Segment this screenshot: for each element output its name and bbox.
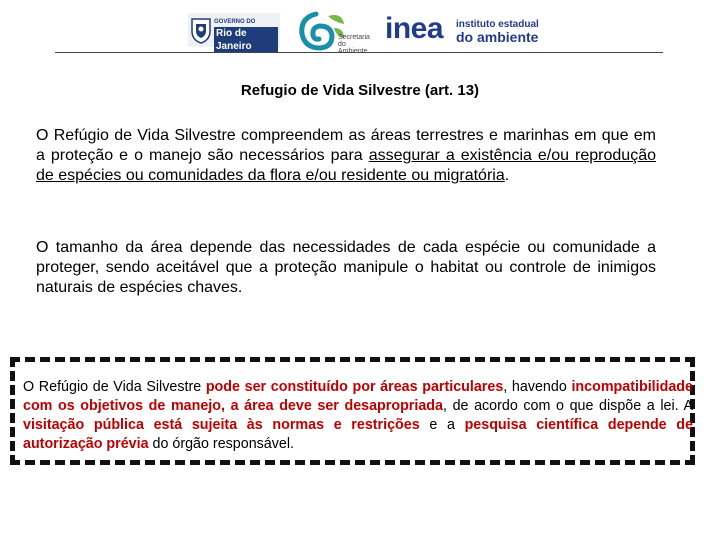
box-red-4: pesquisa científica depende de autorização prévia xyxy=(23,417,693,452)
secretaria-line1: Secretaria xyxy=(338,34,370,41)
box-text-4: e a xyxy=(419,417,465,433)
paragraph-definition xyxy=(36,126,656,186)
governo-rj-logo xyxy=(188,13,280,52)
paragraph1-end: . xyxy=(504,167,510,184)
header xyxy=(0,6,720,52)
highlight-box xyxy=(10,357,695,465)
inea-subtitle-1: instituto estadual xyxy=(456,19,539,30)
page-title: Refugio de Vida Silvestre (art. 13) xyxy=(240,82,480,99)
rj-logo-name: Rio de Janeiro xyxy=(214,27,278,53)
box-text-1: O Refúgio de Vida Silvestre xyxy=(23,379,206,395)
box-text-5: do órgão responsável. xyxy=(148,436,294,452)
box-text-3: , de acordo com o que dispõe a lei. A xyxy=(442,398,693,414)
box-red-2: incompatibilidade com os objetivos de manejo, a área deve ser desapropriada xyxy=(23,379,693,414)
inea-wordmark: inea xyxy=(385,12,444,45)
rj-crest-icon xyxy=(190,16,212,44)
secretaria-line2: do xyxy=(338,41,346,48)
header-divider xyxy=(55,52,663,53)
box-red-1: pode ser constituído por áreas particulares xyxy=(205,379,504,395)
highlight-box-text xyxy=(23,378,693,454)
secretaria-ambiente-logo xyxy=(298,10,372,52)
paragraph1-underlined: assegurar a existência e/ou reprodução de espécies ou comunidades da flora e/ou residente ou migratória xyxy=(36,147,656,184)
paragraph1-text: O Refúgio de Vida Silvestre compreendem as áreas terrestres e marinhas em que em a proteção e o manejo são necessários para xyxy=(36,127,656,164)
box-text-2: , havendo xyxy=(503,379,572,395)
rj-logo-top: GOVERNO DO xyxy=(214,19,256,25)
box-red-3: visitação pública está sujeita às normas e restrições xyxy=(23,417,420,433)
inea-subtitle-2: do ambiente xyxy=(456,29,539,45)
inea-logo xyxy=(385,12,539,50)
paragraph-size: O tamanho da área depende das necessidades de cada espécie ou comunidade a proteger, sendo aceitável que a proteção manipule o habitat ou controle de inimigos naturais de espécies chaves. xyxy=(36,239,656,296)
